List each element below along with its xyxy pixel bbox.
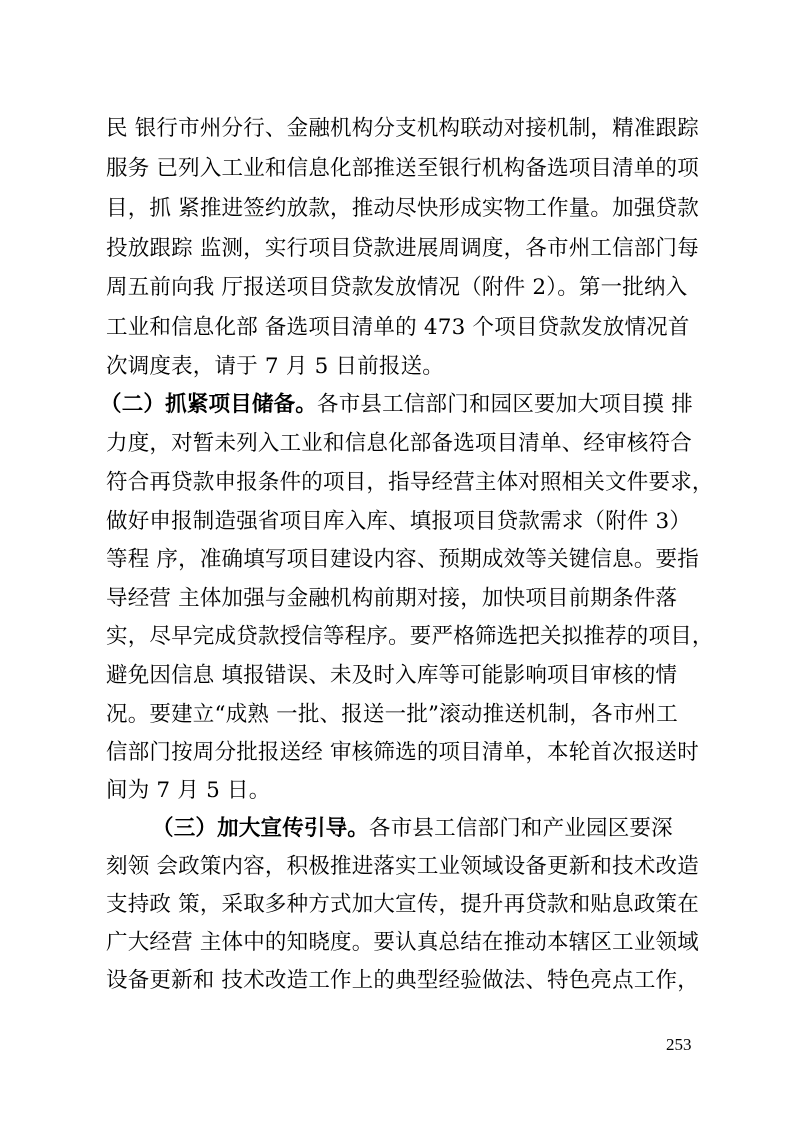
body-line: [106, 665, 706, 687]
body-line: [106, 780, 706, 802]
body-line: [106, 470, 714, 495]
body-line: [106, 511, 706, 533]
line-text: 服务 已列入工业和信息化部推送至银行机构备选项目清单的项: [106, 156, 699, 181]
body-line: [106, 238, 706, 260]
body-line: [106, 624, 714, 649]
line-text: 力度，对暂未列入工业和信息化部备选项目清单、经审核符合: [106, 431, 692, 456]
section-heading-line: [100, 394, 700, 416]
line-text: 各市县工信部门和园区要加大项目摸 排: [317, 392, 693, 417]
body-line: [106, 932, 706, 954]
body-line: [106, 588, 706, 610]
line-text: 民 银行市州分行、金融机构分支机构联动对接机制，精准跟踪: [106, 116, 699, 141]
line-text: 投放跟踪 监测，实行项目贷款进展周调度，各市州工信部门每: [106, 236, 699, 261]
body-line: [106, 158, 706, 180]
body-line: [106, 970, 706, 992]
line-text: 次调度表，请于 7 月 5 日前报送。: [106, 354, 444, 379]
line-text: 实，尽早完成贷款授信等程序。要严格筛选把关拟推荐的项目，: [106, 624, 714, 649]
line-text: 避免因信息 填报错误、未及时入库等可能影响项目审核的情: [106, 663, 678, 688]
section-heading-line: [152, 818, 752, 840]
body-line: [106, 856, 706, 878]
line-text: 目，抓 紧推进签约放款，推动尽快形成实物工作量。加强贷款: [106, 196, 699, 221]
line-text: 工业和信息化部 备选项目清单的 473 个项目贷款发放情况首: [106, 315, 690, 340]
body-line: [106, 317, 706, 339]
line-text: 周五前向我 厅报送项目贷款发放情况（附件 2）。第一批纳入: [106, 275, 688, 300]
body-line: [106, 894, 706, 916]
line-text: 做好申报制造强省项目库入库、填报项目贷款需求（附件 3）: [106, 509, 692, 534]
body-line: [106, 356, 706, 378]
line-text: 设备更新和 技术改造工作上的典型经验做法、特色亮点工作，: [106, 968, 699, 993]
body-line: [106, 198, 706, 220]
line-text: 支持政 策，采取多种方式加大宣传，提升再贷款和贴息政策在: [106, 892, 699, 917]
page-number: 253: [666, 1035, 692, 1054]
body-line: [106, 704, 706, 726]
line-text: 各市县工信部门和产业园区要深: [369, 816, 673, 841]
line-text: 况。要建立“成熟 一批、报送一批”滚动推送机制，各市州工: [106, 702, 678, 727]
section-heading: （二）抓紧项目储备。: [100, 392, 318, 417]
body-line: [106, 549, 706, 571]
line-text: 间为 7 月 5 日。: [106, 778, 271, 803]
line-text: 符合再贷款申报条件的项目，指导经营主体对照相关文件要求，: [106, 470, 714, 495]
line-text: 广大经营 主体中的知晓度。要认真总结在推动本辖区工业领域: [106, 930, 699, 955]
body-line: [106, 742, 706, 764]
line-text: 刻领 会政策内容，积极推进落实工业领域设备更新和技术改造: [106, 854, 699, 879]
line-text: 信部门按周分批报送经 审核筛选的项目清单，本轮首次报送时: [106, 740, 699, 765]
body-line: [106, 118, 706, 140]
line-text: 导经营 主体加强与金融机构前期对接，加快项目前期条件落: [106, 586, 678, 611]
section-heading: （三）加大宣传引导。: [152, 816, 370, 841]
body-line: [106, 433, 706, 455]
body-line: [106, 277, 706, 299]
line-text: 等程 序，准确填写项目建设内容、预期成效等关键信息。要指: [106, 547, 699, 572]
